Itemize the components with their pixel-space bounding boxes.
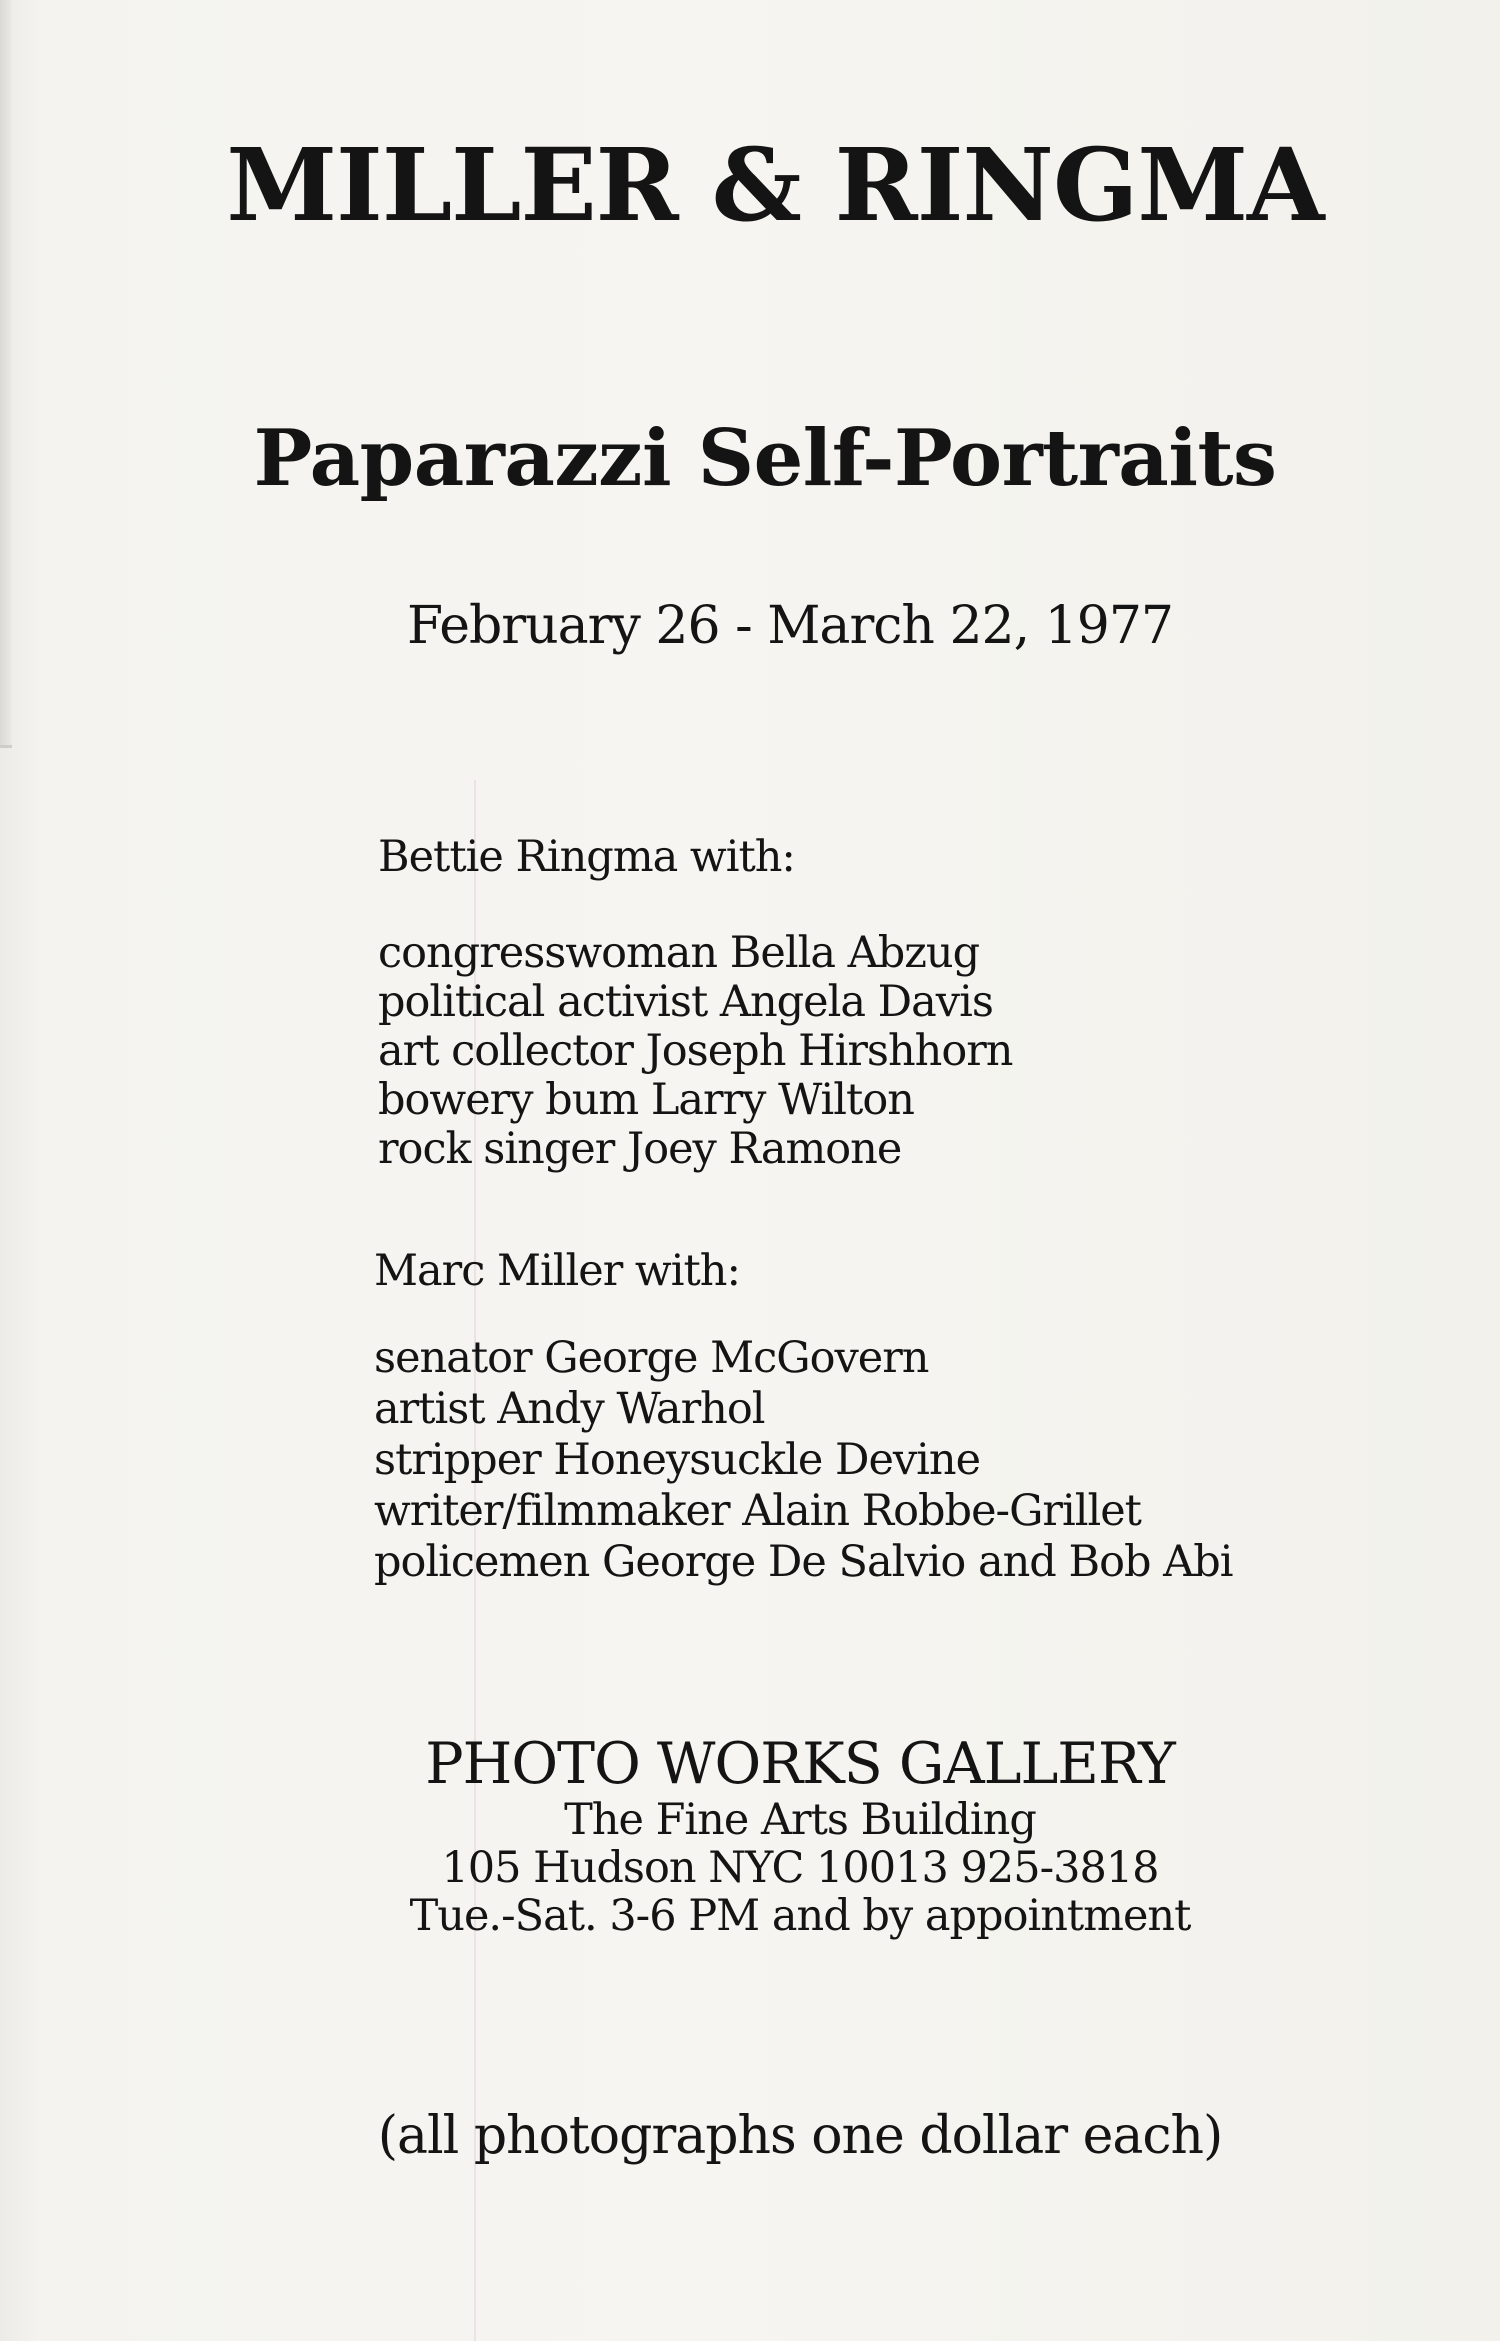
list-item: policemen George De Salvio and Bob Abi xyxy=(374,1537,1233,1587)
miller-list xyxy=(374,1333,1233,1588)
gallery-info xyxy=(0,1732,1500,1940)
list-item: bowery bum Larry Wilton xyxy=(378,1075,914,1125)
artists-title: MILLER & RINGMA xyxy=(226,126,1324,244)
list-item: stripper Honeysuckle Devine xyxy=(374,1435,981,1485)
list-item: artist Andy Warhol xyxy=(374,1384,765,1434)
gallery-building: The Fine Arts Building xyxy=(564,1795,1036,1845)
list-item: rock singer Joey Ramone xyxy=(378,1124,902,1174)
list-item: art collector Joseph Hirshhorn xyxy=(378,1026,1013,1076)
ringma-heading: Bettie Ringma with: xyxy=(378,832,795,882)
list-item: congresswoman Bella Abzug xyxy=(378,928,980,978)
price-note: (all photographs one dollar each) xyxy=(377,2106,1223,2166)
ringma-section xyxy=(378,832,1013,1174)
miller-section xyxy=(374,1246,1233,1588)
gallery-hours: Tue.-Sat. 3-6 PM and by appointment xyxy=(409,1891,1191,1941)
exhibition-dates: February 26 - March 22, 1977 xyxy=(406,596,1173,656)
list-item: senator George McGovern xyxy=(374,1333,929,1383)
gallery-address: 105 Hudson NYC 10013 925-3818 xyxy=(441,1843,1159,1893)
list-item: political activist Angela Davis xyxy=(378,977,993,1027)
exhibition-title: Paparazzi Self-Portraits xyxy=(253,413,1277,504)
miller-heading: Marc Miller with: xyxy=(374,1246,740,1296)
gallery-name: PHOTO WORKS GALLERY xyxy=(425,1731,1175,1797)
scan-edge-corner xyxy=(0,745,12,748)
list-item: writer/filmmaker Alain Robbe-Grillet xyxy=(374,1486,1141,1536)
ringma-list xyxy=(378,929,1012,1174)
